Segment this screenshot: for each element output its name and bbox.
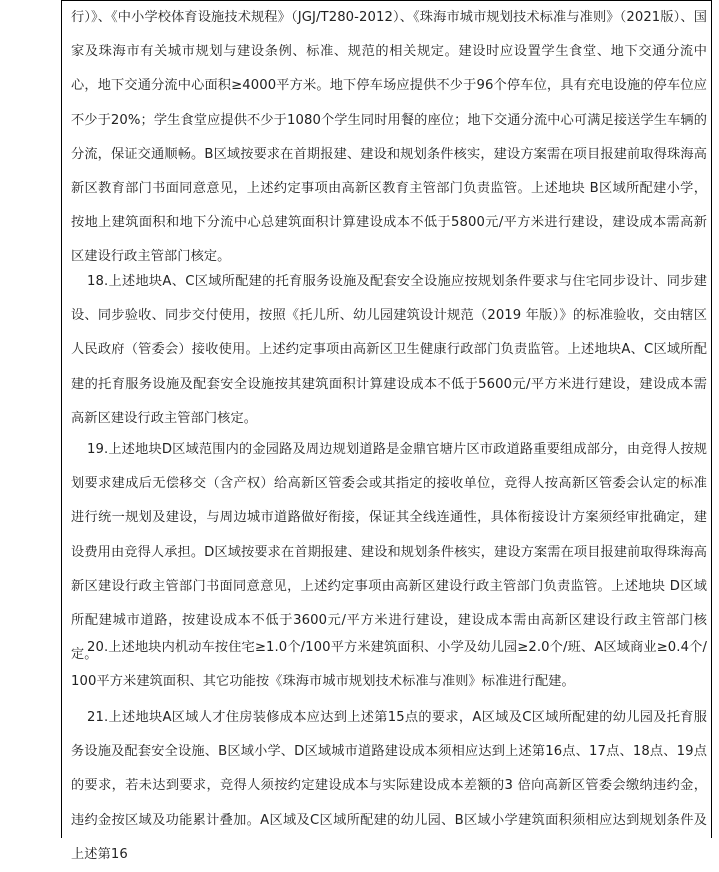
paragraph-21: 21.上述地块A区域人才住房装修成本应达到上述第15点的要求，A区域及C区域所配建的幼儿园及托育服务设施及配套安全设施、B区域小学、D区域城市道路建设成本须相应达到上述第16点、17点、18点、19点的要求，若未达到要求，竞得人须按约定建设成本与实际建设成本差额的3 倍向高新区管委会缴纳违约金，违约金按区域及功能累计叠加。A区域及C区域所配建的幼儿园、B区域小学建筑面积须相应达到规划条件及上述第16: [71, 710, 707, 862]
paragraph-17-continuation: 行）》、《中小学校体育设施技术规程》（JGJ/T280-2012）、《珠海市城市规划技术标准与准则》（2021版）、国家及珠海市有关城市规划与建设条例、标准、规范的相关规定。建设时应设置学生食堂、地下交通分流中心，地下交通分流中心面积≥4000平方米。地下停车场应提供不少于96个停车位，具有充电设施的停车位应不少于20%；学生食堂应提供不少于1080个学生同时用餐的座位；地下交通分流中心可满足接送学生车辆的分流，保证交通顺畅。B区域按要求在首期报建、建设和规划条件核实，建设方案需在项目报建前取得珠海高新区教育部门书面同意意见，上述约定事项由高新区教育主管部门负责监管。上述地块 B区域所配建小学，按地上建筑面积和地下分流中心总建筑面积计算建设成本不低于5800元/平方米进行建设，建设成本需高新区建设行政主管部门核定。: [71, 10, 707, 265]
paragraph-18: 18.上述地块A、C区域所配建的托育服务设施及配套安全设施应按规划条件要求与住宅同步设计、同步建设、同步验收、同步交付使用，按照《托儿所、幼儿园建筑设计规范（2019 年版）》的标准验收，交由辖区人民政府（管委会）接收使用。上述约定事项由高新区卫生健康行政部门负责监管。上述地块A、C区域所配建的托育服务设施及配套安全设施按其建筑面积计算建设成本不低于5600元/平方米进行建设，建设成本需高新区建设行政主管部门核定。: [71, 274, 707, 426]
paragraph-19: 19.上述地块D区域范围内的金园路及周边规划道路是金鼎官塘片区市政道路重要组成部分，由竞得人按规划要求建成后无偿移交（含产权）给高新区管委会或其指定的接收单位，竞得人按高新区管委会认定的标准进行统一规划及建设，与周边城市道路做好衔接，保证其全线连通性，具体衔接设计方案须经审批确定，建设费用由竞得人承担。D区域按要求在首期报建、建设和规划条件核实，建设方案需在项目报建前取得珠海高新区建设行政主管部门书面同意意见，上述约定事项由高新区建设行政主管部门负责监管。上述地块 D区域所配建城市道路，按建设成本不低于3600元/平方米进行建设，建设成本需由高新区建设行政主管部门核定。: [71, 442, 707, 663]
paragraph-20: 20.上述地块内机动车按住宅≥1.0个/100平方米建筑面积、小学及幼儿园≥2.0个/班、A区域商业≥0.4个/100平方米建筑面积、其它功能按《珠海市城市规划技术标准与准则》标准进行配建。: [71, 640, 707, 690]
